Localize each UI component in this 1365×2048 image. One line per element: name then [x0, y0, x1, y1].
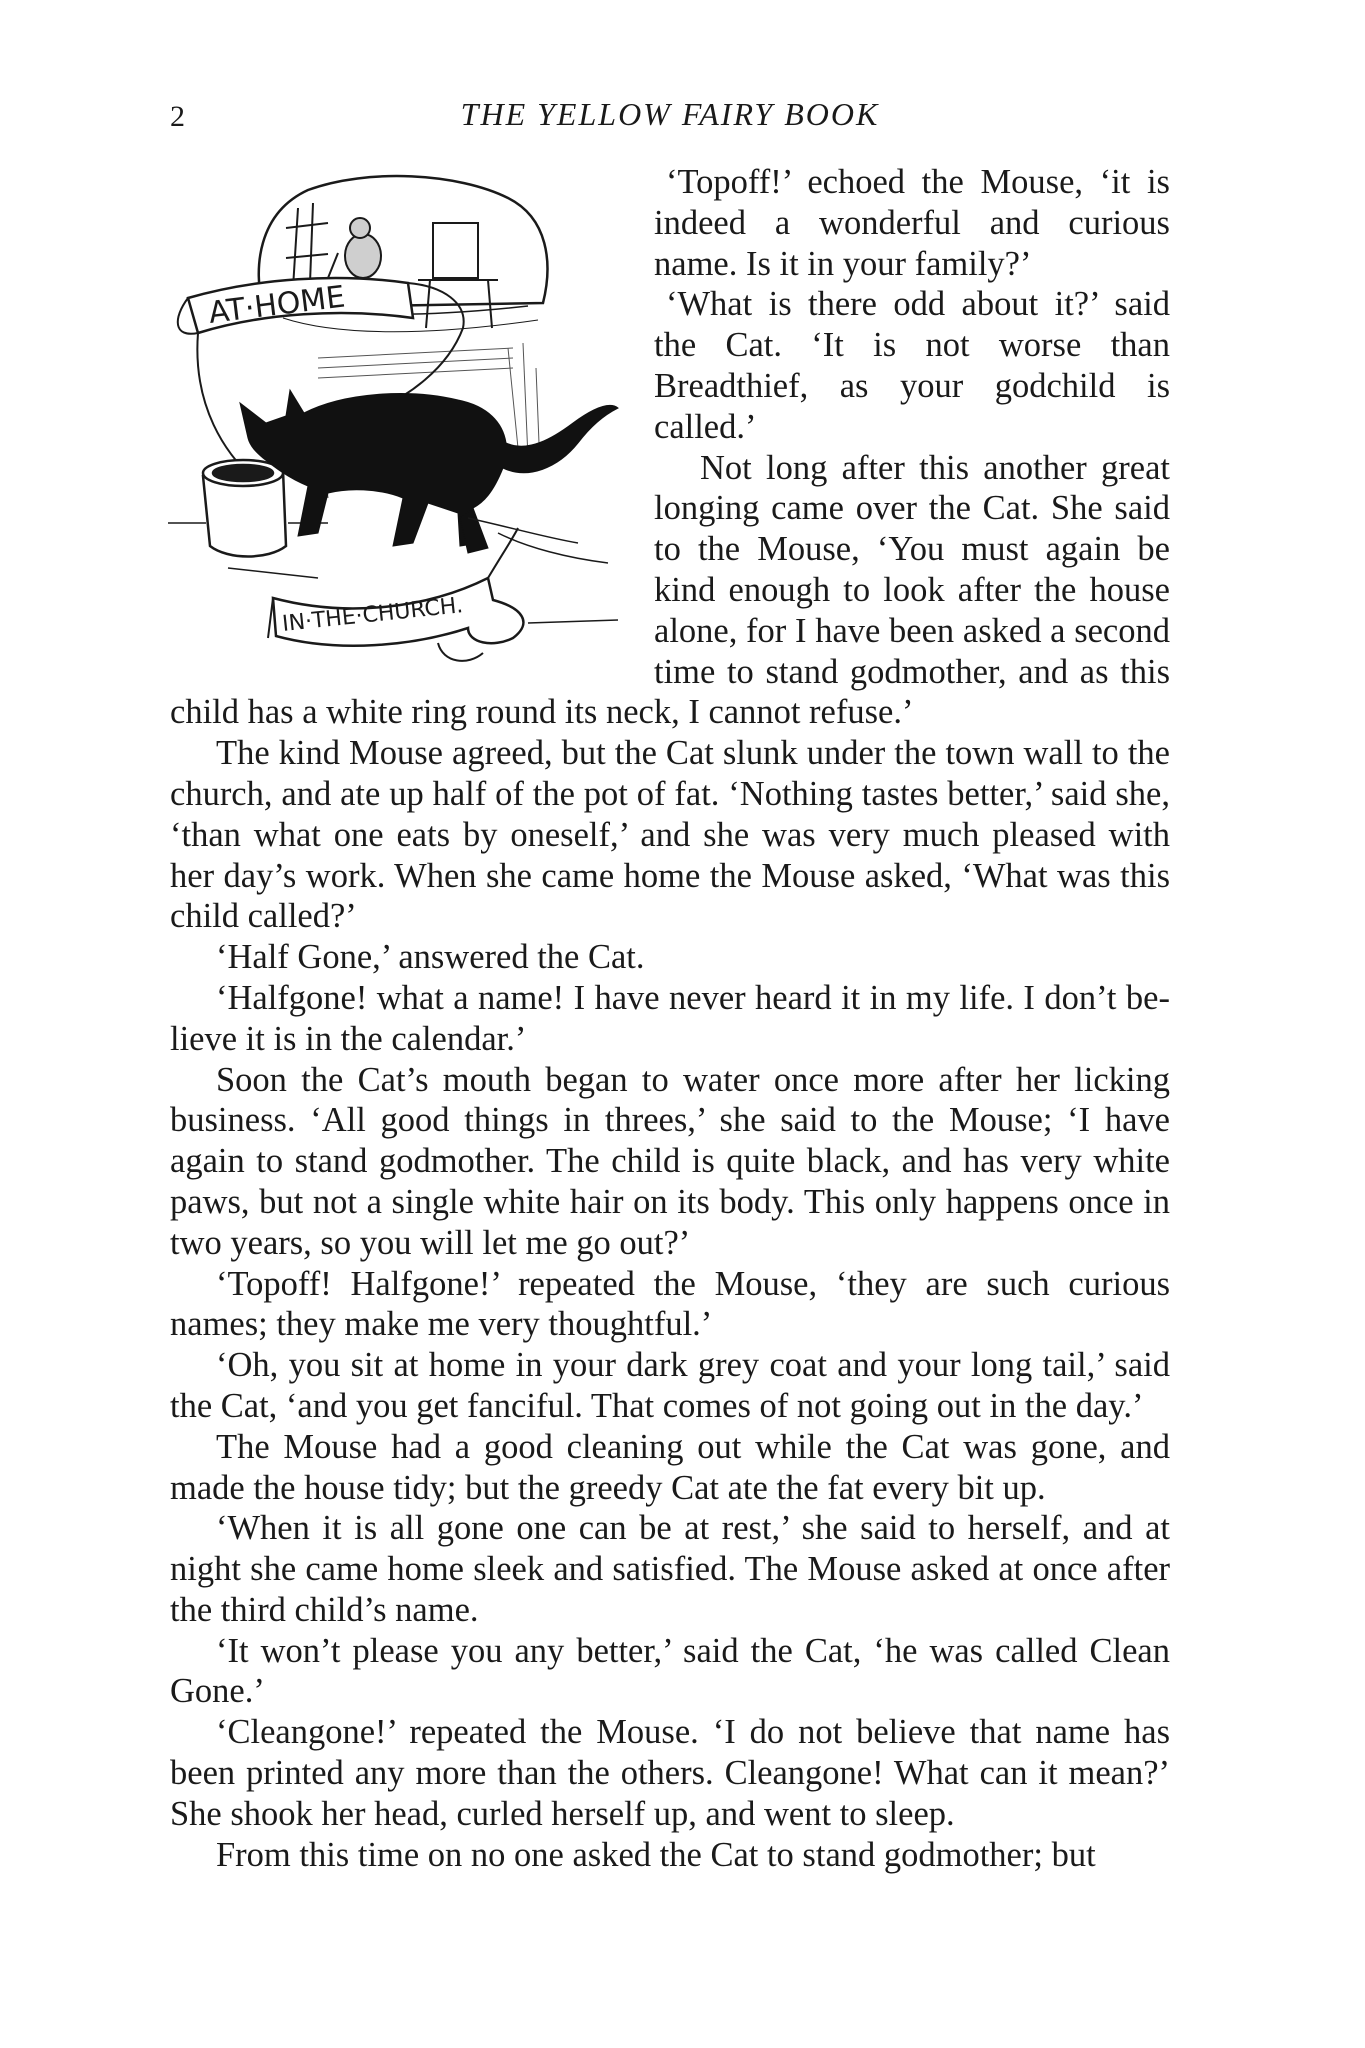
- running-head: THE YELLOW FAIRY BOOK: [460, 96, 880, 132]
- paragraph: Soon the Cat’s mouth began to water once more after her licking business. ‘All good things in threes,’ she said to the Mouse; ‘I have again to stand godmother. The child is quite black, and has very white paws, but not a single white hair on its body. This only happens once in two years, so you will let me go out?’: [170, 1060, 1170, 1262]
- paragraph: ‘Halfgone! what a name! I have never heard it in my life. I don’t believe it is in the calendar.’: [170, 978, 1170, 1058]
- page-number: 2: [170, 100, 185, 133]
- paragraph: ‘Half Gone,’ answered the Cat.: [216, 938, 645, 977]
- paragraph: ‘Cleangone!’ repeated the Mouse. ‘I do not believe that name has been printed any more than the others. Cleangone! What can it mean?’ She shook her head, curled herself up, and went to sleep.: [170, 1713, 1170, 1833]
- paragraph: ‘Oh, you sit at home in your dark grey coat and your long tail,’ said the Cat, ‘and you get fanciful. That comes of not going out in the day.’: [170, 1346, 1170, 1425]
- paragraph: The Mouse had a good cleaning out while the Cat was gone, and made the house tidy; but the greedy Cat ate the fat every bit up.: [170, 1427, 1170, 1507]
- illustration-wrap-space: [162, 162, 654, 652]
- paragraph: ‘Topoff! Halfgone!’ repeated the Mouse, ‘they are such curious names; they make me very thoughtful.’: [170, 1264, 1170, 1344]
- page-header: [170, 96, 1170, 146]
- banner-bottom-text: IN·THE·CHURCH.: [281, 593, 465, 637]
- paragraph: From this time on no one asked the Cat to stand godmother; but: [216, 1835, 1096, 1874]
- paragraph: ‘It won’t please you any better,’ said the Cat, ‘he was called Clean Gone.’: [170, 1631, 1170, 1711]
- paragraph: The kind Mouse agreed, but the Cat slunk under the town wall to the church, and ate up half of the pot of fat. ‘Nothing tastes better,’ said she, ‘than what one eats by oneself,’ and she was very much pleased with her day’s work. When she came home the Mouse asked, ‘What was this child called?’: [170, 734, 1170, 936]
- paragraph: Not long after this another great longing came over the Cat. She said to the Mouse, ‘You must again be kind enough to look after the house alone, for I have been asked a second time to stand godmother, and as this child has a white ring round its neck, I cannot refuse.’: [170, 448, 1170, 732]
- paragraph: ‘Topoff!’ echoed the Mouse, ‘it is indeed a wonderful and curious name. Is it in your family?’: [654, 163, 1170, 283]
- body-text: [170, 162, 1170, 1875]
- paragraph: ‘What is there odd about it?’ said the Cat. ‘It is not worse than Breadthief, as your godchild is called.’: [654, 285, 1170, 446]
- banner-top-text: AT·HOME: [206, 279, 348, 331]
- paragraph: ‘When it is all gone one can be at rest,’ she said to herself, and at night she came home sleek and satisfied. The Mouse asked at once after the third child’s name.: [170, 1509, 1170, 1629]
